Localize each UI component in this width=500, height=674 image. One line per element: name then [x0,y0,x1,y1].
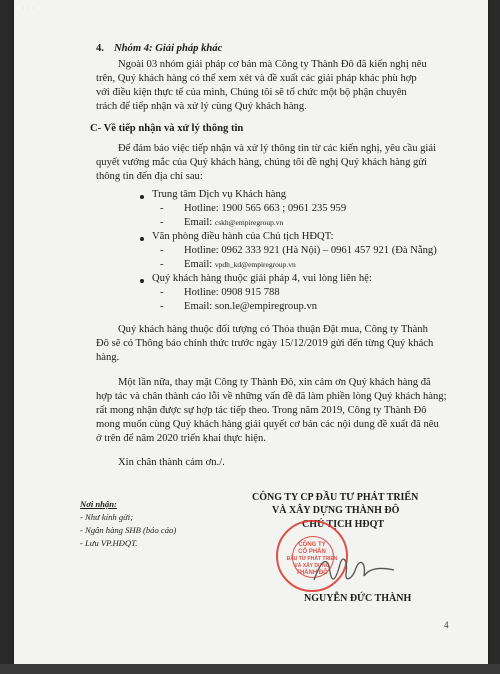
section4-number: 4. [96,43,104,54]
recipient-item: - Lưu VP.HĐQT. [80,538,138,548]
seal-text: ĐẦU TƯ PHÁT TRIỂN [286,556,338,562]
page-number: 4 [444,620,449,630]
contact-email-label: Email: [184,301,215,312]
section4-line: với điều kiện thực tế của mình, Chúng tôi sẽ tổ chức một bộ phận chuyên [96,87,407,98]
contact-hotline: Hotline: 1900 565 663 ; 0961 235 959 [184,203,347,214]
section4-line: trên, Quý khách hàng có thể xem xét và đề xuất các giải pháp khác phù hợp [96,73,417,84]
paragraph-line: Đô sẽ có Thông báo chính thức trước ngày 15/12/2019 gửi đến từng Quý khách [96,338,434,349]
seal-text: VÀ XÂY DỰNG [294,563,330,569]
contact-email-link[interactable]: vpdh_kd@empiregroup.vn [214,260,296,269]
contact-email-label: Email: [184,259,215,270]
recipient-item: - Ngân hàng SHB (báo cáo) [80,525,177,535]
contact-email-row [184,300,317,314]
recipients-heading: Nơi nhận: [80,499,117,509]
sectionC-heading: C- Về tiếp nhận và xử lý thông tin [90,123,244,134]
contact-email-link[interactable]: cskh@empiregroup.vn [214,218,284,227]
company-name-line2: VÀ XÂY DỰNG THÀNH ĐÔ [272,505,400,516]
seal-text: CỔ PHẦN [298,549,326,555]
contact-email-dash: - [160,259,164,270]
contact-email-row [184,216,283,230]
bullet-icon [140,279,144,283]
paragraph-line: hàng. [96,352,120,363]
paragraph-line: rất mong nhận được sự hợp tác tiếp theo. Trong năm 2019, Công ty Thành Đô [96,405,427,416]
closing-thanks: Xin chân thành cảm ơn./. [118,457,225,468]
signer-role: CHỦ TỊCH HĐQT [302,519,385,530]
paragraph-line: ở trên để năm 2020 triển khai thực hiện. [96,433,266,444]
section4-line: trách để tiếp nhận và xử lý cùng Quý khách hàng. [96,101,307,112]
scan-speck: · · · [22,4,35,13]
paragraph-line: mong muốn cùng Quý khách hàng giải quyết cơ bản các nội dung đề xuất đã nêu [96,419,439,430]
company-name-line1: CÔNG TY CP ĐẦU TƯ PHÁT TRIỂN [252,492,419,503]
contact-title: Trung tâm Dịch vụ Khách hàng [152,189,287,200]
paragraph-line: hợp tác và chân thành cáo lỗi về những vấn đề đã làm phiền lòng Quý khách hàng; [96,391,447,402]
seal-text: THÀNH ĐÔ [296,570,328,576]
contact-title: Văn phòng điều hành của Chủ tịch HĐQT: [152,231,334,242]
contact-hotline-dash: - [160,287,164,298]
sectionC-intro-line: Để đảm bảo việc tiếp nhận và xử lý thông tin từ các kiến nghị, yêu cầu giải [118,143,437,154]
contact-email-link[interactable]: son.le@empiregroup.vn [214,301,318,312]
signer-name: NGUYỄN ĐỨC THÀNH [304,593,412,604]
section4-heading: Nhóm 4: Giải pháp khác [114,43,223,54]
paragraph-line: Quý khách hàng thuộc đối tượng có Thỏa thuận Đặt mua, Công ty Thành [118,324,428,335]
seal-text: CÔNG TY [298,542,326,548]
sectionC-intro-line: thông tin đến địa chỉ sau: [96,171,203,182]
contact-hotline-dash: - [160,203,164,214]
contact-hotline: Hotline: 0962 333 921 (Hà Nội) – 0961 457 921 (Đà Nẵng) [184,245,437,256]
contact-email-dash: - [160,217,164,228]
bullet-icon [140,237,144,241]
contact-email-dash: - [160,301,164,312]
contact-hotline: Hotline: 0908 915 788 [184,287,280,298]
section4-line: Ngoài 03 nhóm giải pháp cơ bản mà Công ty Thành Đô đã kiến nghị nêu [118,59,427,70]
contact-email-row [184,258,296,272]
sectionC-intro-line: quyết vướng mắc của Quý khách hàng, chúng tôi đề nghị Quý khách hàng gửi [96,157,427,168]
document-page [14,0,488,664]
contact-email-label: Email: [184,217,215,228]
background-strip [0,664,500,674]
contact-hotline-dash: - [160,245,164,256]
paragraph-line: Một lần nữa, thay mặt Công ty Thành Đô, xin cảm ơn Quý khách hàng đã [118,377,431,388]
contact-title: Quý khách hàng thuộc giải pháp 4, vui lòng liên hệ: [152,273,372,284]
recipient-item: - Như kính gửi; [80,512,134,522]
bullet-icon [140,195,144,199]
handwritten-signature-icon [310,550,400,590]
